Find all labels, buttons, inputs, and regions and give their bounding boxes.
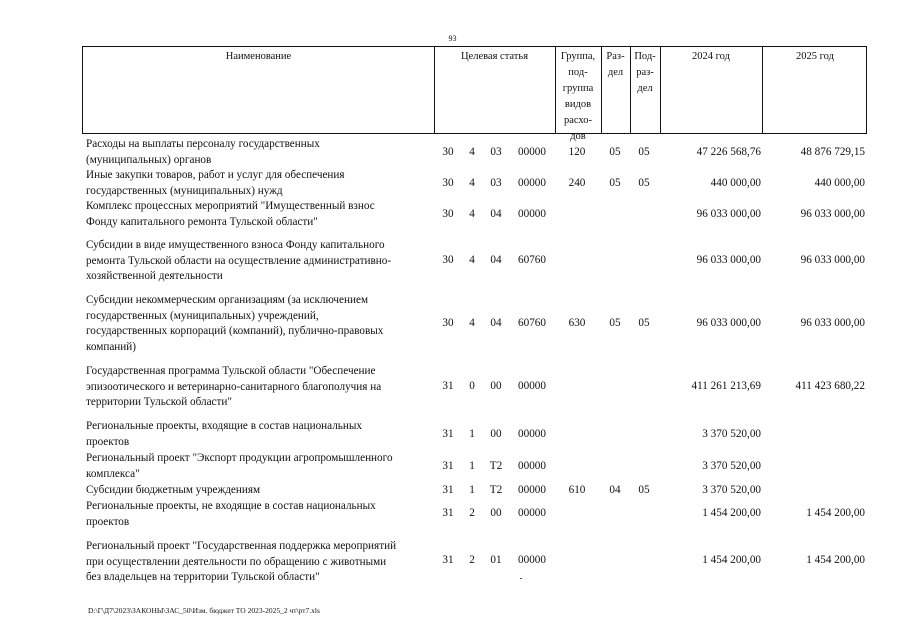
row-name: Комплекс процессных мероприятий "Имущественный взнос Фонду капитального ремонта Тульской области" [86, 200, 375, 228]
cell-subprogram: 1 [469, 460, 475, 472]
cell-subsection: 05 [638, 177, 650, 189]
cell-group: 240 [568, 177, 586, 189]
cell-2024: 1 454 200,00 [702, 554, 761, 566]
cell-subprogram: 4 [469, 254, 475, 266]
cell-code: 00000 [518, 177, 546, 189]
cell-subsection: 05 [638, 484, 650, 496]
cell-program: 30 [442, 254, 454, 266]
row-name: Государственная программа Тульской области "Обеспечение эпизоотического и ветеринарно-санитарного благополучия на территории Тульской области" [86, 365, 382, 408]
cell-2025: 48 876 729,15 [800, 146, 865, 158]
cell-2024: 3 370 520,00 [702, 484, 761, 496]
cell-direction: 00 [490, 380, 502, 392]
cell-2024: 96 033 000,00 [696, 254, 761, 266]
cell-subprogram: 2 [469, 507, 475, 519]
header-group: Группа, под- группа видов расхо- дов [560, 51, 596, 142]
cell-program: 31 [442, 507, 454, 519]
cell-subprogram: 4 [469, 177, 475, 189]
cell-subprogram: 1 [469, 428, 475, 440]
cell-subprogram: 4 [469, 317, 475, 329]
cell-program: 30 [442, 177, 454, 189]
cell-subprogram: 4 [469, 146, 475, 158]
header-subsection: Под- раз- дел [634, 51, 656, 94]
row-name: Региональный проект "Государственная поддержка мероприятий при осуществлении деятельности по обращению с животными без владельцев на территории Тульской области" [86, 540, 397, 583]
cell-2025: 96 033 000,00 [800, 317, 865, 329]
cell-direction: 04 [490, 317, 502, 329]
header-year-2024: 2024 год [692, 51, 730, 62]
scan-speck [520, 578, 522, 579]
cell-direction: 01 [490, 554, 502, 566]
cell-direction: 03 [490, 146, 502, 158]
cell-direction: 04 [490, 208, 502, 220]
cell-code: 00000 [518, 484, 546, 496]
cell-2025: 96 033 000,00 [800, 254, 865, 266]
cell-direction: Т2 [489, 460, 503, 472]
cell-group: 120 [568, 146, 586, 158]
cell-program: 31 [442, 380, 454, 392]
cell-direction: 03 [490, 177, 502, 189]
cell-section: 04 [609, 484, 621, 496]
cell-code: 00000 [518, 554, 546, 566]
cell-2024: 440 000,00 [710, 177, 761, 189]
cell-2024: 96 033 000,00 [696, 317, 761, 329]
cell-program: 30 [442, 208, 454, 220]
cell-code: 60760 [518, 254, 546, 266]
table-header [82, 46, 867, 142]
cell-program: 31 [442, 554, 454, 566]
header-year-2025: 2025 год [796, 51, 834, 62]
cell-direction: 04 [490, 254, 502, 266]
cell-code: 00000 [518, 507, 546, 519]
row-name: Региональный проект "Экспорт продукции агропромышленного комплекса" [86, 452, 393, 480]
cell-2024: 3 370 520,00 [702, 460, 761, 472]
cell-code: 00000 [518, 380, 546, 392]
cell-code: 00000 [518, 460, 546, 472]
cell-2025: 96 033 000,00 [800, 208, 865, 220]
cell-2024: 47 226 568,76 [696, 146, 761, 158]
cell-code: 60760 [518, 317, 546, 329]
cell-program: 31 [442, 460, 454, 472]
cell-code: 00000 [518, 428, 546, 440]
cell-subprogram: 0 [469, 380, 475, 392]
header-target-article: Целевая статья [460, 51, 529, 62]
cell-2025: 440 000,00 [814, 177, 865, 189]
cell-group: 610 [568, 484, 586, 496]
cell-2025: 411 423 680,22 [795, 380, 865, 392]
row-name: Региональные проекты, не входящие в состав национальных проектов [86, 500, 376, 528]
cell-2024: 411 261 213,69 [691, 380, 761, 392]
cell-2024: 1 454 200,00 [702, 507, 761, 519]
header-name: Наименование [225, 51, 292, 62]
cell-2024: 96 033 000,00 [696, 208, 761, 220]
cell-code: 00000 [518, 208, 546, 220]
cell-subprogram: 2 [469, 554, 475, 566]
page-number: 93 [448, 34, 457, 43]
cell-subsection: 05 [638, 146, 650, 158]
row-name: Региональные проекты, входящие в состав национальных проектов [86, 420, 363, 448]
cell-direction: 00 [490, 507, 502, 519]
cell-group: 630 [568, 317, 586, 329]
cell-subsection: 05 [638, 317, 650, 329]
cell-program: 31 [442, 484, 454, 496]
cell-2024: 3 370 520,00 [702, 428, 761, 440]
row-name: Субсидии в виде имущественного взноса Фонду капитального ремонта Тульской области на осуществление административно- хозяйственной деятельности [86, 239, 392, 282]
cell-direction: 00 [490, 428, 502, 440]
cell-code: 00000 [518, 146, 546, 158]
row-name: Расходы на выплаты персоналу государственных (муниципальных) органов [86, 138, 320, 166]
header-section: Раз- дел [606, 51, 625, 78]
cell-direction: Т2 [489, 484, 503, 496]
footer-file-path: D:\Г\Д7\2023\ЗАКОНЫ\ЗАС_50\Изм. бюджет ТО 2023-2025_2 чт\рт7.xls [88, 606, 320, 615]
row-name: Субсидии бюджетным учреждениям [86, 484, 261, 496]
cell-subprogram: 4 [469, 208, 475, 220]
cell-program: 31 [442, 428, 454, 440]
cell-subprogram: 1 [469, 484, 475, 496]
row-name: Субсидии некоммерческим организациям (за исключением государственных (муниципальных) учреждений, государственных корпораций (компаний), публично-правовых компаний) [86, 294, 384, 353]
cell-section: 05 [609, 317, 621, 329]
cell-2025: 1 454 200,00 [806, 554, 865, 566]
cell-2025: 1 454 200,00 [806, 507, 865, 519]
cell-section: 05 [609, 146, 621, 158]
cell-program: 30 [442, 317, 454, 329]
cell-section: 05 [609, 177, 621, 189]
row-name: Иные закупки товаров, работ и услуг для обеспечения государственных (муниципальных) нужд [86, 169, 345, 197]
cell-program: 30 [442, 146, 454, 158]
